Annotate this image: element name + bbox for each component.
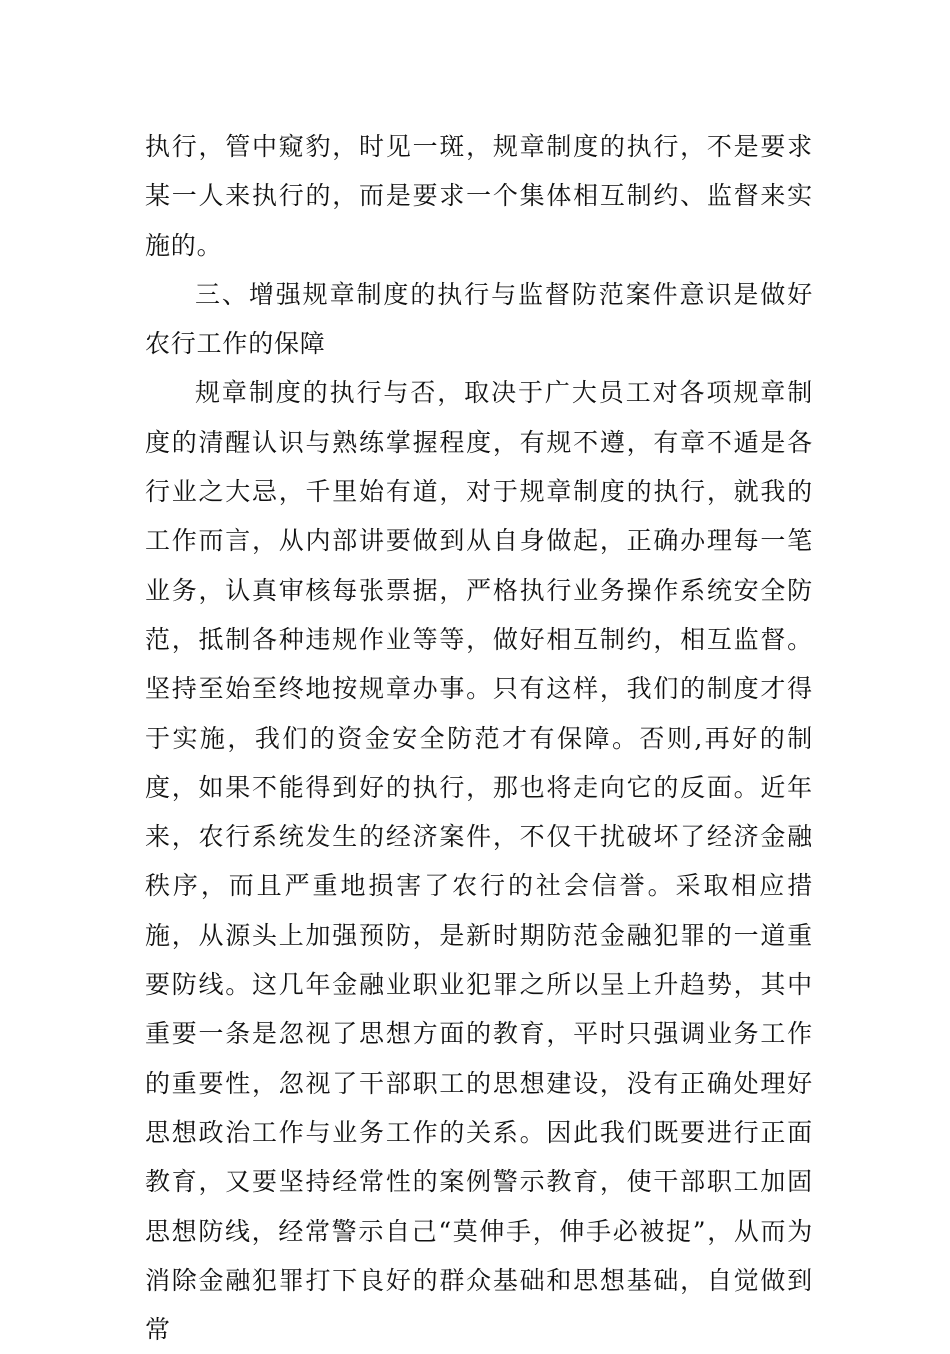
section-heading-three: 三、增强规章制度的执行与监督防范案件意识是做好农行工作的保障	[145, 279, 813, 359]
paragraph-continuation: 执行，管中窥豹，时见一斑，规章制度的执行，不是要求某一人来执行的，而是要求一个集体相互制约、监督来实施的。	[145, 132, 813, 260]
paragraph-regulation-execution: 规章制度的执行与否，取决于广大员工对各项规章制度的清醒认识与熟练掌握程度，有规不遵，有章不遁是各行业之大忌，千里始有道，对于规章制度的执行，就我的工作而言，从内部讲要做到从自身做起，正确办理每一笔业务，认真审核每张票据，严格执行业务操作系统安全防范，抵制各种违规作业等等，做好相互制约，相互监督。坚持至始至终地按规章办事。只有这样，我们的制度才得于实施，我们的资金安全防范才有保障。否则,再好的制度，如果不能得到好的执行，那也将走向它的反面。近年来，农行系统发生的经济案件，不仅干扰破坏了经济金融秩序，而且严重地损害了农行的社会信誉。采取相应措施，从源头上加强预防，是新时期防范金融犯罪的一道重要防线。这几年金融业职业犯罪之所以呈上升趋势，其中重要一条是忽视了思想方面的教育，平时只强调业务工作的重要性，忽视了干部职工的思想建设，没有正确处理好思想政治工作与业务工作的关系。因此我们既要进行正面教育，又要坚持经常性的案例警示教育，使干部职工加固思想防线，经常警示自己“莫伸手，伸手必被捉”，从而为消除金融犯罪打下良好的群众基础和思想基础，自觉做到常	[145, 378, 813, 1345]
document-body	[145, 122, 813, 1354]
